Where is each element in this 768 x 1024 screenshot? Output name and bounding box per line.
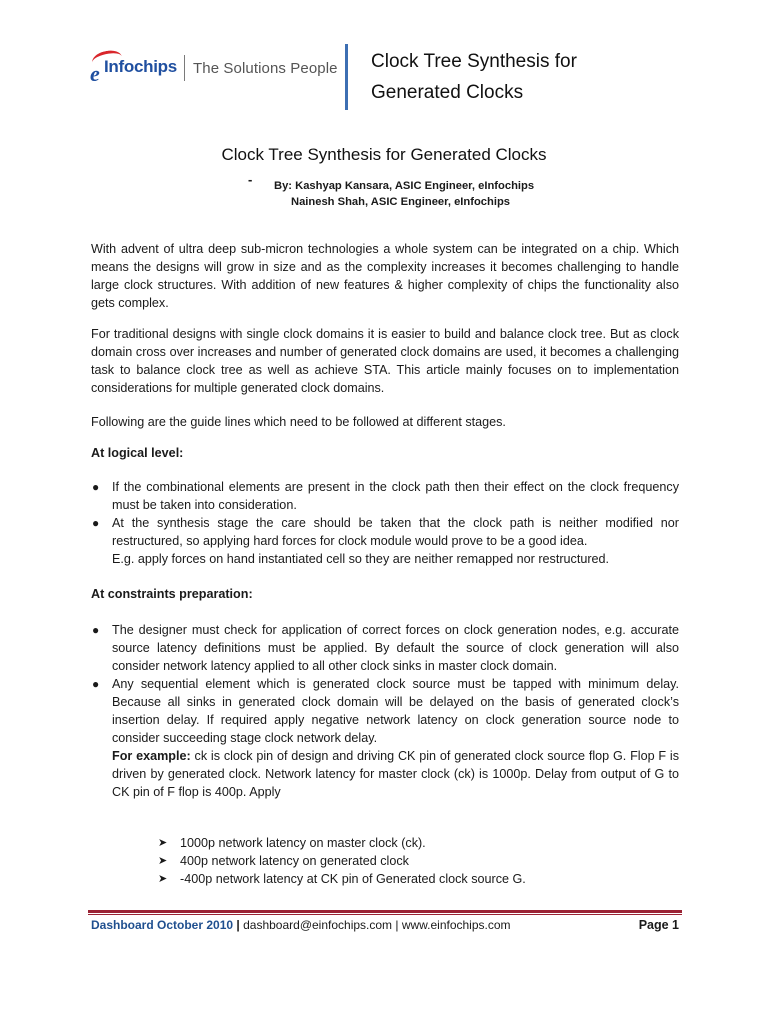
list-item: ● If the combinational elements are present in the clock path then their effect on the clock frequency must be taken into consideration. <box>92 480 679 512</box>
arrow-bullet-icon: ➤ <box>158 873 168 885</box>
article-title: Clock Tree Synthesis for Generated Clocks <box>221 145 547 164</box>
header-title-line2: Generated Clocks <box>371 82 524 103</box>
list-item: ● Any sequential element which is generated clock source must be tapped with minimum delay. Because all sinks in generated clock domain will be delayed on the basis of generated clock’s insertion delay. If required apply negative network latency on clock generation source node to consider succeeding stage clock network delay. For example: ck is clock pin of design and driving CK pin of generated clock source flop G. Flop F is driven by generated clock. Network latency for master clock (ck) is 1000p. Delay from output of G to CK pin of F flop is 400p. Apply <box>92 677 679 799</box>
paragraph-traditional: For traditional designs with single clock domains it is easier to build and balance clock tree. But as clock domain cross over increases and number of generated clock domains are used, it becomes a challenging task to balance clock tree as well as achieve STA. This article mainly focuses on to implementation considerations for multiple generated clock domains. <box>91 327 679 395</box>
logo-text: Infochips <box>104 57 177 76</box>
example-label: For example: <box>112 749 191 763</box>
footer-separator: | <box>236 918 240 932</box>
list-item: ➤ 400p network latency on generated clock <box>158 854 409 868</box>
arrow-bullet-icon: ➤ <box>158 837 168 849</box>
header-title-line1: Clock Tree Synthesis for <box>371 51 577 72</box>
list-item: ➤ 1000p network latency on master clock (ck). <box>158 836 426 850</box>
list-item: ➤ -400p network latency at CK pin of Generated clock source G. <box>158 872 526 886</box>
author-line-2: Nainesh Shah, ASIC Engineer, eInfochips <box>291 196 511 208</box>
logo-divider <box>184 55 185 81</box>
apply-list <box>158 834 638 888</box>
einfochips-logo <box>90 48 338 88</box>
logical-bullet-list <box>91 478 679 568</box>
constraints-bullet-list <box>91 621 679 801</box>
footer-divider-thin <box>88 914 682 915</box>
header-divider <box>345 44 348 110</box>
footer-brand: Dashboard October 2010 <box>91 918 234 932</box>
list-item: ● At the synthesis stage the care should be taken that the clock path is neither modified nor restructured, so applying hard forces for clock module would prove to be a good idea. E.g. apply forces on hand instantiated cell so they are neither remapped nor restructured. <box>92 516 679 566</box>
paragraph-guidelines: Following are the guide lines which need to be followed at different stages. <box>91 415 506 429</box>
heading-constraints: At constraints preparation: <box>91 587 253 601</box>
page-number: Page 1 <box>638 918 679 932</box>
example-text: ck is clock pin of design and driving CK pin of generated clock source flop G. Flop F is driven by generated clock. Network latency for master clock (ck) is 1000p. Delay from output of G to CK pin of F flop is 400p. Apply <box>112 749 679 799</box>
footer-contact: dashboard@einfochips.com | www.einfochips.com <box>239 918 511 932</box>
bullet-icon: ● <box>92 677 100 691</box>
author-line-1: By: Kashyap Kansara, ASIC Engineer, eInfochips <box>274 180 535 192</box>
example-block <box>112 747 679 801</box>
footer-divider <box>88 910 682 913</box>
paragraph-intro: With advent of ultra deep sub-micron technologies a whole system can be integrated on a chip. Which means the designs will grow in size and as the complexity increases it becomes challenging to handle large clock structures. With addition of new features & higher complexity of chips the functionality also gets complex. <box>91 242 679 310</box>
logo-mark: e Infochips <box>90 51 182 85</box>
header-title <box>371 46 691 108</box>
logical-example: E.g. apply forces on hand instantiated cell so they are neither remapped nor restructured. <box>112 552 610 566</box>
bullet-icon: ● <box>92 480 100 494</box>
heading-logical-level: At logical level: <box>91 446 184 460</box>
logo-tagline: The Solutions People <box>193 59 338 77</box>
bullet-icon: ● <box>92 623 100 637</box>
arrow-bullet-icon: ➤ <box>158 855 168 867</box>
footer-info <box>91 918 511 932</box>
author-dash: - <box>248 172 253 187</box>
bullet-icon: ● <box>92 516 100 530</box>
list-item: ● The designer must check for application of correct forces on clock generation nodes, e.g. accurate source latency definitions must be applied. By default the source of clock generation will also consider network latency applied to all other clock sinks in master clock domain. <box>92 623 679 673</box>
